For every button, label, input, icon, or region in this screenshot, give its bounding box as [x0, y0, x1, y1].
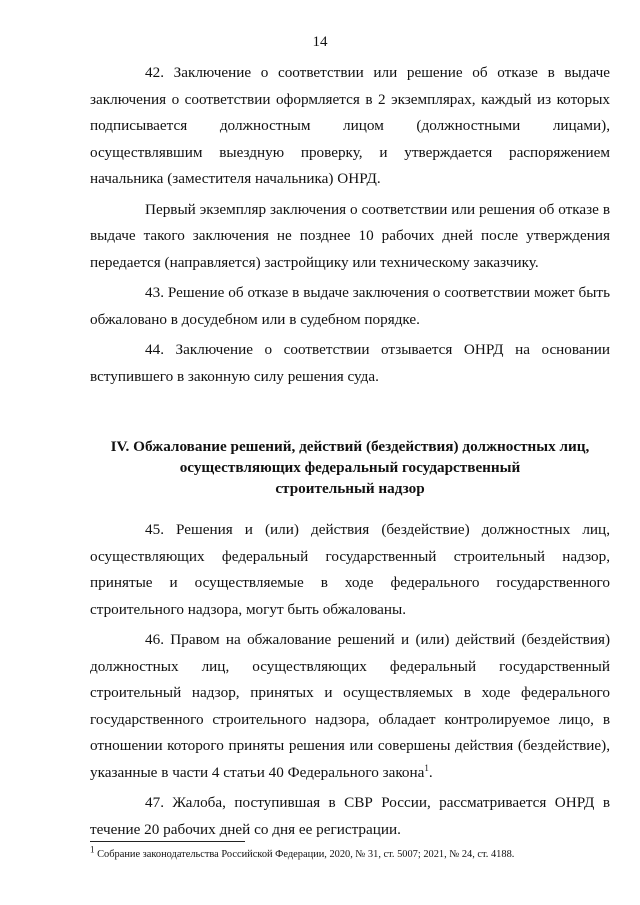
footnote-separator [90, 841, 245, 842]
section-heading-line-3: строительный надзор [275, 480, 425, 497]
paragraph-44: 44. Заключение о соответствии отзывается ОНРД на основании вступившего в законную силу решения суда. [90, 341, 610, 385]
document-body [90, 60, 610, 847]
paragraph-45: 45. Решения и (или) действия (бездействие) должностных лиц, осуществляющих федеральный государственный строительный надзор, принятые и осуществляемые в ходе федерального государственного строительного надзора, могут быть обжалованы. [90, 521, 610, 618]
section-heading-line-1: IV. Обжалование решений, действий (бездействия) должностных лиц, [110, 438, 590, 455]
section-heading [90, 436, 610, 499]
paragraph-47: 47. Жалоба, поступившая в СВР России, рассматривается ОНРД в течение 20 рабочих дней со дня ее регистрации. [90, 794, 610, 838]
footnote-text: Собрание законодательства Российской Федерации, 2020, № 31, ст. 5007; 2021, № 24, ст. 4188. [94, 849, 515, 860]
paragraph-46-text: 46. Правом на обжалование решений и (или) действий (бездействия) должностных лиц, осуществляющих федеральный государственный строительный надзор, принятых и осуществляемых в ходе федерального государственного строительного надзора, обладает контролируемое лицо, в отношении которого приняты решения или совершены действия (бездействие), указанные в части 4 статьи 40 Федерального закона [90, 631, 610, 781]
section-heading-line-2: осуществляющих федеральный государственный [179, 459, 521, 476]
footnote-mark: 1 [90, 844, 95, 855]
paragraph-46-end: . [428, 763, 433, 781]
page-number: 14 [312, 34, 328, 50]
paragraph-42-continued: Первый экземпляр заключения о соответствии или решения об отказе в выдаче такого заключения не позднее 10 рабочих дней после утверждения передается (направляется) застройщику или техническому заказчику. [90, 200, 610, 271]
footnote-reference: 1 [424, 762, 429, 773]
paragraph-43: 43. Решение об отказе в выдаче заключения о соответствии может быть обжаловано в досудебном или в судебном порядке. [90, 284, 610, 328]
paragraph-42: 42. Заключение о соответствии или решение об отказе в выдаче заключения о соответствии оформляется в 2 экземплярах, каждый из которых подписывается должностным лицом (должностными лицами), осуществлявшим выездную проверку, и утверждается распоряжением начальника (заместителя начальника) ОНРД. [90, 64, 610, 187]
paragraph-46 [90, 627, 610, 786]
footnote [90, 844, 620, 861]
